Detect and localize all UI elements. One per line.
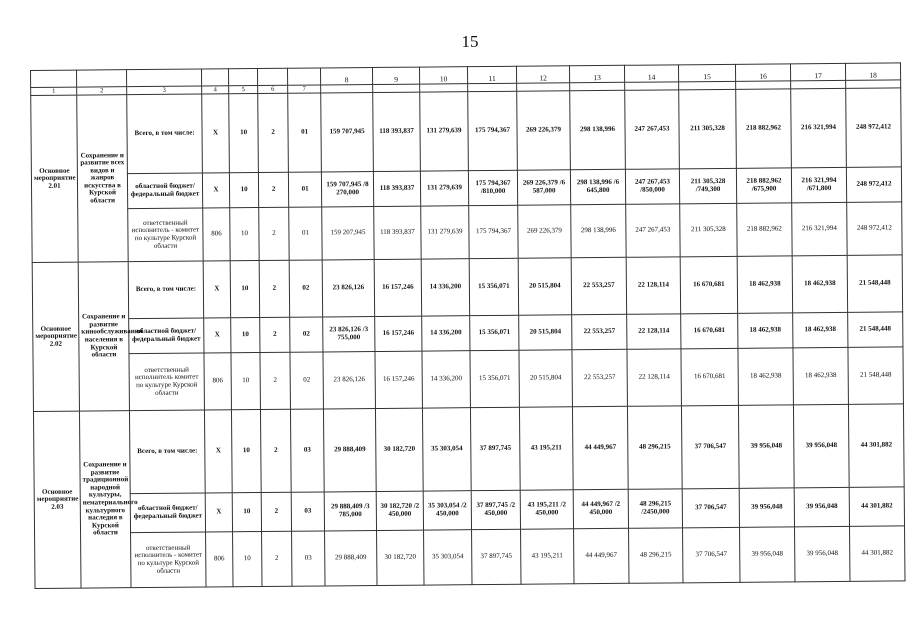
- measure-cell: Основное мероприятие 2.01: [31, 95, 78, 262]
- cell: 2: [259, 260, 289, 317]
- measure-cell: Основное мероприятие 2.02: [32, 262, 79, 411]
- cell: Х: [202, 173, 229, 208]
- table-row: [32, 202, 902, 263]
- cell: 175 794,367 /810,000: [468, 170, 517, 205]
- table-row: [33, 404, 904, 495]
- cell: 02: [290, 352, 323, 409]
- cell: 211 305,328: [680, 203, 737, 256]
- cell: 43 195,211: [521, 529, 574, 584]
- cell: 16 157,246: [374, 259, 421, 316]
- cell: 37 897,745 /2 450,000: [471, 490, 520, 529]
- col-header-4: 4: [202, 86, 229, 94]
- cell: 20 515,804: [519, 350, 572, 407]
- cell: 298 138,996 /6 645,800: [570, 169, 625, 204]
- cell: 2: [260, 317, 290, 352]
- cell: 37 706,547: [682, 488, 739, 527]
- cell: 10: [231, 318, 260, 353]
- cell: 118 393,837: [374, 206, 421, 259]
- cell: 02: [290, 317, 323, 352]
- cell: 22 553,257: [572, 349, 627, 406]
- cell: 18 462,938: [793, 312, 848, 347]
- cell: 16 670,681: [681, 313, 738, 348]
- cell: 18 462,938: [737, 256, 792, 313]
- col-header-6: 6: [258, 85, 288, 93]
- cell: 131 279,639: [420, 92, 469, 171]
- cell: 29 888,409: [323, 408, 376, 491]
- cell: 269 226,379: [518, 205, 571, 258]
- cell: 35 303,054: [422, 408, 471, 491]
- cell: 14 336,200: [421, 259, 469, 316]
- cell: 01: [288, 93, 322, 172]
- measure-name-cell: Сохранение и развитие традиционной народной культуры, нематериального культурного наследия в Курской области: [79, 411, 131, 588]
- cell: 37 897,745: [470, 407, 520, 490]
- cell: 48 296,215 /2450,000: [628, 489, 682, 528]
- table-row: [31, 88, 902, 175]
- row-label: ответственный исполнитель комитет по культуре Курской области: [129, 353, 204, 411]
- cell: 10: [230, 208, 259, 261]
- cell: Х: [205, 493, 232, 532]
- cell: 01: [288, 172, 321, 207]
- col-header-17: 17: [790, 63, 845, 80]
- cell: 29 888,409: [325, 530, 377, 585]
- cell: 269 226,379: [517, 91, 571, 170]
- cell: 10: [229, 173, 258, 208]
- col-header-12: 12: [516, 66, 569, 83]
- cell: 21 548,448: [848, 312, 903, 347]
- cell: 269 226,379 /6 587,000: [517, 170, 570, 205]
- cell: 159 707,945: [321, 93, 374, 172]
- cell: 2: [260, 409, 291, 492]
- row-label: Всего, в том числе:: [127, 94, 203, 174]
- cell: Х: [204, 318, 231, 353]
- cell: 10: [231, 353, 260, 410]
- cell: 247 267,453 /850,000: [625, 169, 679, 204]
- cell: 2: [262, 531, 292, 586]
- cell: 48 296,215: [629, 528, 683, 583]
- measure-cell: Основное мероприятие 2.03: [33, 411, 81, 588]
- cell: 10: [230, 261, 259, 318]
- cell: 18 462,938: [792, 255, 847, 312]
- row-label: областной бюджет/ федеральный бюджет: [129, 318, 204, 354]
- cell: 20 515,804: [518, 258, 571, 315]
- col-header-5: 5: [229, 86, 258, 94]
- table-row: [35, 526, 905, 589]
- cell: 211 305,328 /749,300: [679, 168, 736, 203]
- cell: 30 182,720 /2 450,000: [376, 491, 423, 530]
- cell: 03: [290, 409, 324, 492]
- cell: 14 336,200: [422, 351, 470, 408]
- cell: Х: [204, 410, 232, 493]
- cell: 2: [260, 352, 290, 409]
- table-row: [33, 347, 903, 412]
- cell: 23 826,126 /3 755,000: [323, 317, 375, 352]
- cell: 10: [233, 531, 262, 586]
- cell: 44 449,967: [572, 406, 628, 489]
- cell: 14 336,200: [422, 316, 470, 351]
- cell: 35 303,054: [424, 530, 472, 585]
- cell: 18 462,938: [793, 347, 848, 404]
- cell: 37 706,547: [683, 527, 740, 582]
- cell: 2: [258, 93, 289, 172]
- measure-name-cell: Сохранение и развитие всех видов и жанров искусства в Курской области: [77, 95, 128, 262]
- cell: 248 972,412: [847, 202, 902, 255]
- cell: 29 888,409 /3 785,000: [324, 491, 376, 530]
- cell: 216 321,994: [792, 202, 847, 255]
- row-label: ответственный исполнитель - комитет по культуре Курской области: [128, 208, 203, 262]
- cell: 22 553,257: [571, 257, 626, 314]
- cell: 39 956,048: [794, 487, 849, 526]
- col-header-15: 15: [678, 64, 735, 81]
- cell: 39 956,048: [738, 405, 794, 488]
- cell: 39 956,048: [740, 527, 795, 582]
- cell: 22 553,257: [572, 314, 627, 349]
- cell: 131 279,639: [421, 206, 469, 259]
- cell: 23 826,126: [322, 260, 374, 317]
- cell: 44 301,882: [848, 404, 904, 487]
- cell: 159 707,945 /8 270,000: [321, 172, 373, 207]
- cell: 218 882,962: [736, 89, 792, 168]
- cell: 21 548,448: [848, 347, 903, 404]
- cell: 23 826,126: [323, 352, 375, 409]
- cell: 43 195,211 /2 450,000: [520, 490, 573, 529]
- cell: 22 128,114: [627, 314, 681, 349]
- cell: 131 279,639: [420, 171, 468, 206]
- col-header-1: 1: [31, 87, 77, 95]
- col-header-13: 13: [569, 65, 624, 82]
- cell: 35 303,054 /2 450,000: [423, 491, 471, 530]
- cell: 30 182,720: [377, 530, 424, 585]
- cell: 03: [292, 531, 325, 586]
- col-header-10: 10: [419, 67, 467, 84]
- cell: 18 462,938: [738, 313, 793, 348]
- measure-name-cell: Сохранение и развитие кинообслуживания населения в Курской области: [78, 262, 129, 411]
- cell: 10: [231, 410, 261, 493]
- row-label: областной бюджет/ федеральный бюджет: [130, 493, 205, 533]
- cell: 15 356,071: [470, 315, 519, 350]
- cell: 248 972,412: [846, 88, 902, 167]
- col-header-3: 3: [127, 86, 202, 95]
- cell: 218 882,962: [737, 203, 792, 256]
- cell: 2: [258, 172, 288, 207]
- cell: 806: [203, 208, 230, 261]
- cell: 43 195,211: [519, 407, 573, 490]
- cell: 247 267,453: [625, 90, 680, 169]
- cell: 15 356,071: [470, 350, 519, 407]
- cell: 248 972,412: [846, 167, 901, 202]
- cell: 247 267,453: [626, 204, 680, 257]
- col-header-11: 11: [467, 66, 516, 83]
- cell: 03: [291, 492, 324, 531]
- cell: 298 138,996: [571, 204, 626, 257]
- cell: 2: [259, 207, 289, 260]
- cell: 10: [229, 94, 259, 173]
- row-label: Всего, в том числе:: [129, 410, 205, 494]
- cell: 21 548,448: [847, 255, 902, 312]
- cell: 16 670,681: [680, 256, 737, 313]
- cell: 22 128,114: [626, 257, 680, 314]
- row-label: областной бюджет/ федеральный бюджет: [127, 173, 202, 209]
- cell: 806: [204, 353, 231, 410]
- cell: 16 670,681: [681, 348, 738, 405]
- col-header-8: 8: [320, 68, 372, 85]
- cell: 39 956,048: [793, 404, 849, 487]
- cell: 216 321,994: [791, 88, 847, 167]
- cell: 15 356,071: [469, 258, 518, 315]
- row-label: Всего, в том числе:: [128, 261, 203, 319]
- col-header-9: 9: [372, 67, 419, 84]
- cell: 806: [206, 532, 233, 587]
- cell: 298 138,996: [570, 90, 626, 169]
- col-header-16: 16: [735, 64, 790, 81]
- cell: 39 956,048: [795, 526, 850, 581]
- cell: Х: [203, 261, 230, 318]
- cell: 44 449,967: [574, 528, 629, 583]
- cell: 10: [232, 492, 261, 531]
- cell: 16 157,246: [375, 351, 422, 408]
- col-header-7: 7: [288, 85, 321, 93]
- cell: 16 157,246: [375, 316, 422, 351]
- cell: 20 515,804: [519, 315, 572, 350]
- cell: 18 462,938: [738, 348, 793, 405]
- page-number: 15: [461, 32, 479, 51]
- cell: 37 897,745: [472, 529, 521, 584]
- cell: 218 882,962 /675,900: [736, 168, 791, 203]
- cell: 175 794,367: [469, 205, 518, 258]
- cell: 30 182,720: [375, 408, 423, 491]
- cell: 118 393,837: [373, 92, 421, 171]
- cell: 44 449,967 /2 450,000: [573, 489, 628, 528]
- cell: 44 301,882: [849, 487, 904, 526]
- cell: 175 794,367: [468, 91, 518, 170]
- cell: 211 305,328: [679, 89, 737, 168]
- cell: 37 706,547: [681, 405, 739, 488]
- cell: 01: [289, 207, 322, 260]
- col-header-2: 2: [77, 87, 127, 95]
- budget-table: [30, 62, 905, 589]
- col-header-18: 18: [845, 63, 900, 80]
- cell: 48 296,215: [627, 406, 682, 489]
- row-label: ответственный исполнитель - комитет по культуре Курской области: [131, 532, 206, 588]
- cell: 39 956,048: [739, 488, 794, 527]
- cell: 159 207,945: [322, 207, 374, 260]
- cell: 216 321,994 /671,800: [791, 167, 846, 202]
- cell: 44 301,882: [850, 526, 905, 581]
- table-row: [32, 255, 902, 320]
- cell: 118 393,837: [373, 171, 420, 206]
- col-header-14: 14: [624, 65, 678, 82]
- cell: 2: [261, 492, 291, 531]
- cell: 22 128,114: [627, 349, 681, 406]
- cell: 02: [289, 260, 322, 317]
- cell: Х: [202, 94, 230, 173]
